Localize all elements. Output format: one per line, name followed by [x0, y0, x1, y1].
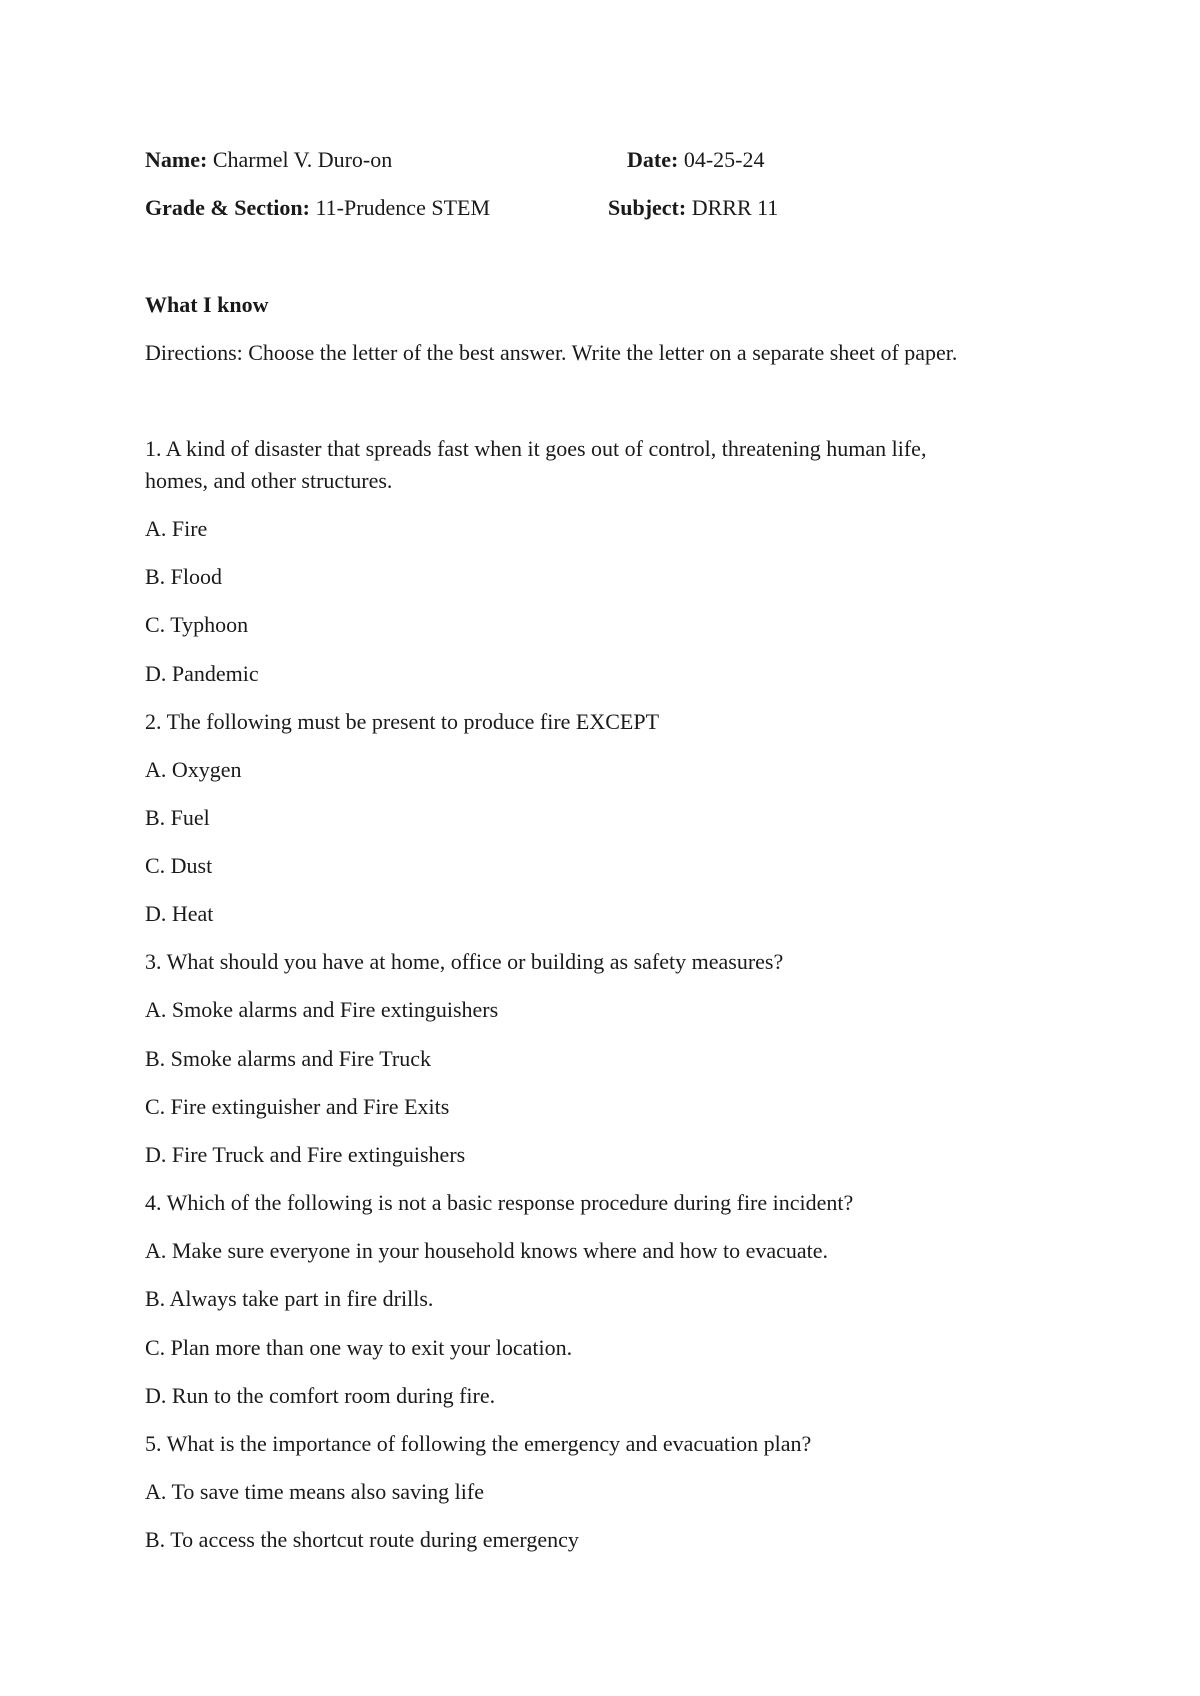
question-5-option-a: A. To save time means also saving life: [145, 1479, 484, 1504]
question-2-text: 2. The following must be present to produce fire EXCEPT: [145, 709, 660, 734]
grade-value: 11-Prudence STEM: [315, 195, 491, 220]
date-value: 04-25-24: [683, 147, 765, 172]
subject-label: Subject:: [608, 195, 687, 220]
question-4-option-a: A. Make sure everyone in your household knows where and how to evacuate.: [145, 1238, 829, 1263]
subject-row: [608, 193, 778, 223]
question-2-option-a: A. Oxygen: [145, 757, 242, 782]
subject-value: DRRR 11: [691, 195, 779, 220]
question-4-option-c: C. Plan more than one way to exit your location.: [145, 1335, 573, 1360]
question-2-option-c: C. Dust: [145, 853, 213, 878]
question-1-text-line2: homes, and other structures.: [145, 468, 393, 493]
question-3-option-a: A. Smoke alarms and Fire extinguishers: [145, 997, 499, 1022]
question-1-option-d: D. Pandemic: [145, 661, 259, 686]
question-3-option-c: C. Fire extinguisher and Fire Exits: [145, 1094, 450, 1119]
question-5-text: 5. What is the importance of following the emergency and evacuation plan?: [145, 1431, 812, 1456]
question-4-option-d: D. Run to the comfort room during fire.: [145, 1383, 496, 1408]
question-4-text: 4. Which of the following is not a basic response procedure during fire incident?: [145, 1190, 854, 1215]
question-1-text-line1: 1. A kind of disaster that spreads fast when it goes out of control, threatening human life,: [145, 436, 927, 461]
question-5-option-b: B. To access the shortcut route during emergency: [145, 1527, 579, 1552]
question-1-option-b: B. Flood: [145, 564, 223, 589]
name-value: Charmel V. Duro-on: [212, 147, 393, 172]
grade-label: Grade & Section:: [145, 195, 310, 220]
question-3-text: 3. What should you have at home, office or building as safety measures?: [145, 949, 784, 974]
question-3-option-b: B. Smoke alarms and Fire Truck: [145, 1046, 431, 1071]
grade-row: [145, 193, 490, 223]
question-3-option-d: D. Fire Truck and Fire extinguishers: [145, 1142, 466, 1167]
date-row: [627, 145, 764, 175]
question-1-option-a: A. Fire: [145, 516, 208, 541]
question-2-option-b: B. Fuel: [145, 805, 210, 830]
name-row: [145, 145, 392, 175]
question-1-option-c: C. Typhoon: [145, 612, 249, 637]
section-title: What I know: [145, 292, 269, 317]
question-4-option-b: B. Always take part in fire drills.: [145, 1286, 434, 1311]
directions: Directions: Choose the letter of the best answer. Write the letter on a separate sheet of paper.: [145, 340, 958, 365]
date-label: Date:: [627, 147, 679, 172]
name-label: Name:: [145, 147, 208, 172]
question-2-option-d: D. Heat: [145, 901, 214, 926]
